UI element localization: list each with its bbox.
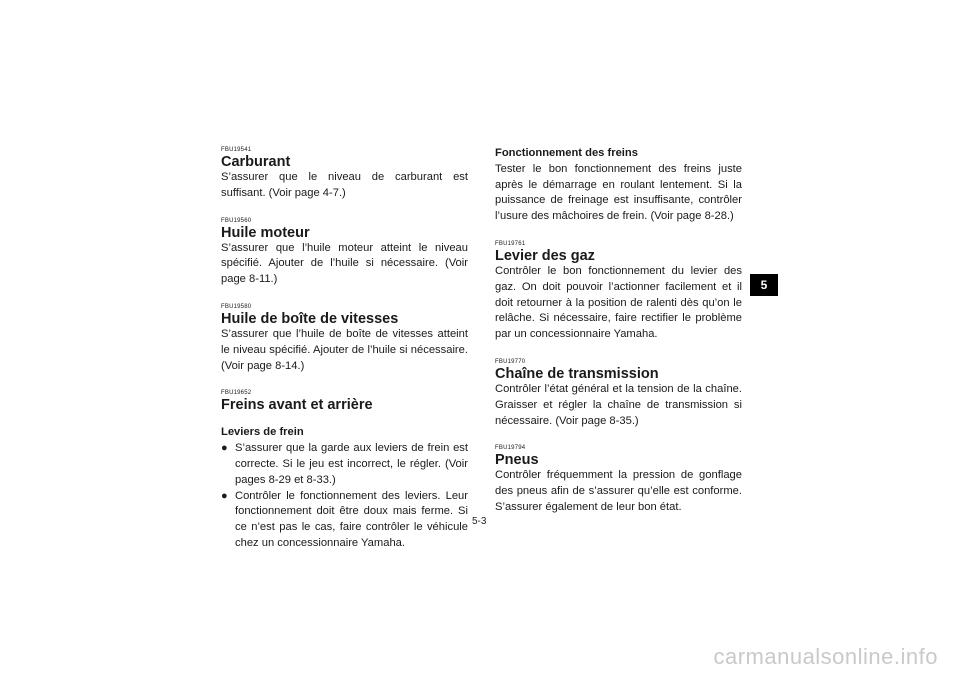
section-text: Contrôler l’état général et la tension de la chaîne. Graisser et régler la chaîne de transmission si nécessaire. (Voir page 8-35.) (495, 382, 742, 427)
section-chaine (495, 358, 742, 429)
section-fonctionnement (495, 146, 742, 225)
subhead-leviers: Leviers de frein (221, 426, 304, 439)
section-title: Huile moteur (221, 224, 310, 241)
section-huile-boite (221, 303, 468, 374)
section-title: Huile de boîte de vitesses (221, 310, 399, 327)
section-carburant (221, 146, 468, 202)
section-huile-moteur (221, 217, 468, 288)
section-code: FBU19761 (495, 240, 526, 247)
right-column (495, 146, 742, 531)
bullet-item: ● S’assurer que la garde aux leviers de frein est correcte. Si le jeu est incorrect, le régler. (Voir pages 8-29 et 8-33.) (221, 442, 468, 486)
section-text: Contrôler fréquemment la pression de gonflage des pneus afin de s’assurer qu’elle est conforme. S’assurer également de leur bon état. (495, 469, 742, 513)
section-text: S’assurer que l’huile de boîte de vitesses atteint le niveau spécifié. Ajouter de l’huile si nécessaire. (Voir page 8-14.) (221, 327, 468, 372)
section-title: Pneus (495, 452, 539, 469)
section-code: FBU19541 (221, 147, 252, 153)
section-title: Chaîne de transmission (495, 365, 659, 382)
section-text: Contrôler le bon fonctionnement du levier des gaz. On doit pouvoir l’actionner facilement et il doit retourner à la position de ralenti dès qu’on le relâche. Si nécessaire, faire rectifier le problème par un concessionnaire Yamaha. (495, 264, 742, 341)
section-title: Carburant (221, 154, 291, 170)
bullet-list (221, 441, 468, 552)
left-column (221, 146, 468, 567)
section-text: S’assurer que l’huile moteur atteint le niveau spécifié. Ajouter de l’huile si nécessaire. (Voir page 8-11.) (221, 241, 468, 286)
section-pneus (495, 444, 742, 515)
section-code: FBU19794 (495, 445, 526, 452)
section-title: Freins avant et arrière (221, 397, 373, 414)
bullet-dot-icon: ● (221, 489, 228, 502)
section-freins (221, 389, 468, 551)
bullet-item: ● Contrôler le fonctionnement des leviers. Leur fonctionnement doit être doux mais ferme. Si ce n’est pas le cas, faire contrôler le véhicule chez un concessionnaire Yamaha. (221, 489, 468, 549)
page-number: 5-3 (472, 516, 487, 527)
section-code: FBU19652 (221, 390, 252, 397)
section-text: S’assurer que le niveau de carburant est suffisant. (Voir page 4-7.) (221, 171, 468, 199)
section-code: FBU19580 (221, 303, 252, 310)
section-title: Levier des gaz (495, 247, 595, 264)
section-levier-gaz (495, 240, 742, 343)
subhead-fonctionnement: Fonctionnement des freins (495, 147, 638, 159)
section-code: FBU19770 (495, 358, 526, 365)
bullet-dot-icon: ● (221, 442, 228, 455)
chapter-tab: 5 (750, 274, 778, 296)
watermark: carmanualsonline.info (713, 644, 938, 669)
section-code: FBU19560 (221, 217, 252, 224)
section-text: Tester le bon fonctionnement des freins juste après le démarrage en roulant lentement. Si la puissance de freinage est insuffisante, contrôler l’usure des mâchoires de frein. (Voir page 8-28.) (495, 162, 742, 223)
